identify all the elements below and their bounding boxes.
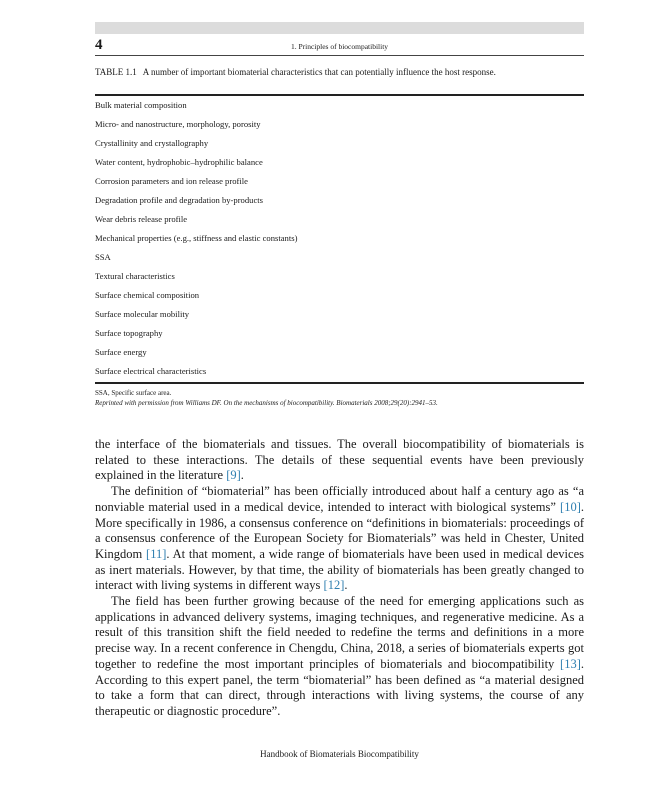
table-caption	[95, 67, 565, 78]
table-bottom-rule	[95, 382, 584, 384]
table-row: Surface electrical characteristics	[95, 366, 207, 376]
citation-link[interactable]: [13]	[560, 656, 581, 671]
table-row: Water content, hydrophobic–hydrophilic balance	[95, 157, 263, 167]
running-header: 1. Principles of biocompatibility	[290, 42, 389, 51]
header-rule	[95, 55, 584, 56]
table-row: Wear debris release profile	[95, 214, 188, 224]
citation-link[interactable]: [11]	[146, 546, 167, 561]
paragraph-text: . According to this expert panel, the term “biomaterial” has been defined as “a material designed to take a form that can direct, through interactions with living systems, the course of any therapeutic or diagnostic procedure”.	[95, 656, 584, 718]
body-text	[95, 437, 584, 720]
paragraph-text: . At that moment, a wide range of biomaterials have been used in medical devices as inert materials. However, by that time, the ability of biomaterials has been greatly changed to interact with living systems in different ways	[95, 546, 584, 593]
paragraph-text: the interface of the biomaterials and tissues. The overall biocompatibility of biomaterials is related to these interactions. The details of these sequential events have been previously explained in the literature	[95, 437, 584, 483]
table-row: Bulk material composition	[95, 100, 187, 110]
citation-link[interactable]: [10]	[560, 499, 581, 514]
paragraph-text: The definition of “biomaterial” has been officially introduced about half a century ago as “a nonviable material used in a medical device, intended to interact with biological systems”	[95, 484, 584, 514]
table-row: Textural characteristics	[95, 271, 175, 281]
table-row: Mechanical properties (e.g., stiffness and elastic constants)	[95, 233, 298, 243]
table-row: Surface topography	[95, 328, 163, 338]
table-row: Micro- and nanostructure, morphology, porosity	[95, 119, 261, 129]
header-band	[95, 22, 584, 34]
paragraph-text: The field has been further growing because of the need for emerging applications such as applications in advanced delivery systems, imaging techniques, and regenerative medicine. As a result of this transition shift the field needed to redefine the terms and definitions in a more precise way. In a recent conference in Chengdu, China, 2018, a series of biomaterials experts got together to redefine the most important principles of biomaterials and biocompatibility	[95, 594, 584, 671]
table-row: Crystallinity and crystallography	[95, 138, 209, 148]
table-body	[95, 96, 584, 381]
citation-link[interactable]: [9]	[226, 468, 241, 483]
paragraph	[95, 484, 584, 594]
paragraph	[95, 594, 584, 720]
table-label: TABLE 1.1	[95, 67, 137, 77]
table-row: Degradation profile and degradation by-products	[95, 195, 263, 205]
table-caption-text: A number of important biomaterial characteristics that can potentially influence the host response.	[142, 67, 496, 77]
page-footer: Handbook of Biomaterials Biocompatibility	[260, 749, 419, 759]
citation-link[interactable]: [12]	[323, 578, 345, 593]
table-row: Surface molecular mobility	[95, 309, 190, 319]
paragraph-text: .	[240, 468, 244, 483]
page-number: 4	[95, 37, 103, 53]
paragraph-text: . More specifically in 1986, a consensus conference on “definitions in biomaterials: proceedings of a consensus conference of the European Society for Biomaterials” was held in Chester, United Kingdom	[95, 499, 584, 561]
footnote-source: Reprinted with permission from Williams DF. On the mechanisms of biocompatibility. Biomaterials 2008;29(20):2941–53.	[95, 399, 438, 407]
table-row: Surface energy	[95, 347, 147, 357]
table-footnote	[95, 388, 584, 408]
footnote-abbreviation: SSA, Specific surface area.	[95, 389, 172, 397]
paragraph-text: .	[344, 578, 348, 593]
paragraph	[95, 437, 584, 484]
table-row: Surface chemical composition	[95, 290, 200, 300]
table-row: SSA	[95, 252, 111, 262]
table-row: Corrosion parameters and ion release profile	[95, 176, 248, 186]
